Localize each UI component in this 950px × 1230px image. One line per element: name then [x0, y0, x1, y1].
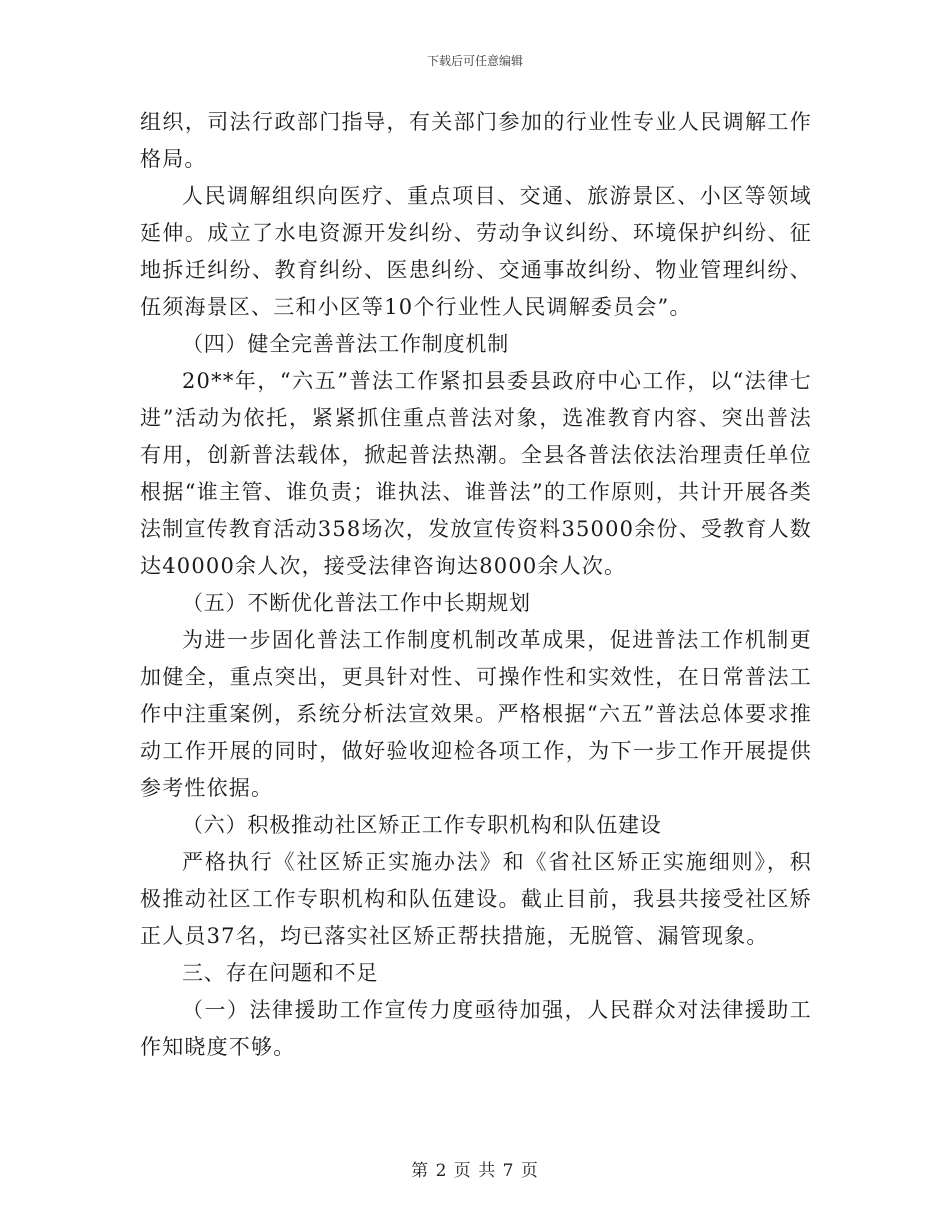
paragraph-planning: 为进一步固化普法工作制度机制改革成果，促进普法工作机制更加健全，重点突出，更具针对性、可操作性和实效性，在日常普法工作中注重案例，系统分析法宣效果。严格根据“六五”普法总体要求推动工作开展的同时，做好验收迎检各项工作，为下一步工作开展提供参考性依据。	[140, 628, 812, 800]
paragraph-continuation: 组织，司法行政部门指导，有关部门参加的行业性专业人民调解工作格局。	[140, 110, 812, 171]
paragraph-mediation-extension: 人民调解组织向医疗、重点项目、交通、旅游景区、小区等领域延伸。成立了水电资源开发纠纷、劳动争议纠纷、环境保护纠纷、征地拆迁纠纷、教育纠纷、医患纠纷、交通事故纠纷、物业管理纠纷、伍须海景区、三和小区等10个行业性人民调解委员会”。	[140, 184, 812, 319]
section-heading-4: （四）健全完善普法工作制度机制	[182, 332, 509, 356]
paragraph-legal-education: 20**年，“六五”普法工作紧扣县委县政府中心工作，以“法律七进”活动为依托，紧紧抓住重点普法对象，选准教育内容、突出普法有用，创新普法载体，掀起普法热潮。全县各普法依法治理责任单位根据“谁主管、谁负责；谁执法、谁普法”的工作原则，共计开展各类法制宣传教育活动358场次，发放宣传资料35000余份、受教育人数达40000余人次，接受法律咨询达8000余人次。	[140, 369, 812, 578]
section-heading-5: （五）不断优化普法工作中长期规划	[182, 591, 531, 615]
page-number-footer: 第 2 页 共 7 页	[411, 1161, 539, 1181]
paragraph-problem-1: （一）法律援助工作宣传力度亟待加强，人民群众对法律援助工作知晓度不够。	[140, 998, 812, 1059]
document-body	[140, 104, 812, 1066]
section-heading-problems: 三、存在问题和不足	[182, 961, 379, 985]
section-heading-6: （六）积极推动社区矫正工作专职机构和队伍建设	[182, 813, 662, 837]
paragraph-community-correction: 严格执行《社区矫正实施办法》和《省社区矫正实施细则》，积极推动社区工作专职机构和队伍建设。截止目前，我县共接受社区矫正人员37名，均已落实社区矫正帮扶措施，无脱管、漏管现象。	[140, 850, 812, 948]
page-header-note: 下载后可任意编辑	[426, 54, 523, 68]
